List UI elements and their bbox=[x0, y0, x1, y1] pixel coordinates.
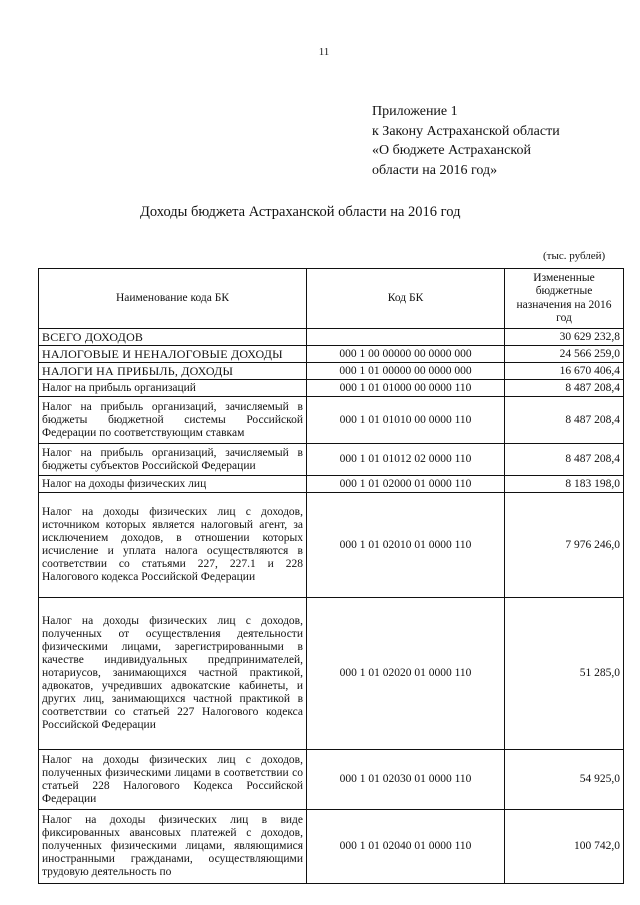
row-code: 000 1 01 02010 01 0000 110 bbox=[307, 493, 505, 598]
row-value: 8 183 198,0 bbox=[505, 476, 624, 493]
appendix-heading bbox=[372, 102, 560, 180]
header-value: Измененные бюджетные назначения на 2016 год bbox=[505, 269, 624, 329]
row-value: 8 487 208,4 bbox=[505, 444, 624, 476]
table-row bbox=[39, 444, 624, 476]
table-row bbox=[39, 476, 624, 493]
table-row bbox=[39, 329, 624, 346]
units-note: (тыс. рублей) bbox=[543, 250, 606, 262]
row-name: Налог на доходы физических лиц с доходов, полученных физическими лицами в соответствии со статьей 228 Налогового Кодекса Российской Федерации bbox=[39, 750, 307, 810]
row-name: Налог на доходы физических лиц с доходов, полученных от осуществления деятельности физическими лицами, зарегистрированными в качестве индивидуальных предпринимателей, нотариусов, занимающихся частной практикой, адвокатов, учредивших адвокатские кабинеты, и других лиц, занимающихся частной практикой в соответствии со статьей 227 Налогового кодекса Российской Федерации bbox=[39, 598, 307, 750]
row-name: Налог на доходы физических лиц bbox=[39, 476, 307, 493]
table-row bbox=[39, 363, 624, 380]
row-name: Налог на доходы физических лиц в виде фиксированных авансовых платежей с доходов, полученных физическими лицами, являющимися иностранными гражданами, осуществляющими трудовую деятельность по bbox=[39, 810, 307, 884]
row-code: 000 1 01 01000 00 0000 110 bbox=[307, 380, 505, 397]
row-value: 16 670 406,4 bbox=[505, 363, 624, 380]
appendix-line: области на 2016 год» bbox=[372, 162, 498, 178]
table-row bbox=[39, 346, 624, 363]
appendix-line: Приложение 1 bbox=[372, 104, 458, 119]
row-name: Налог на доходы физических лиц с доходов, источником которых является налоговый агент, за исключением доходов, в отношении которых исчисление и уплата налога осуществляются в соответствии со статьями 227, 227.1 и 228 Налогового кодекса Российской Федерации bbox=[39, 493, 307, 598]
table-row bbox=[39, 598, 624, 750]
row-code: 000 1 01 02030 01 0000 110 bbox=[307, 750, 505, 810]
table-row bbox=[39, 380, 624, 397]
row-code: 000 1 01 02000 01 0000 110 bbox=[307, 476, 505, 493]
row-value: 8 487 208,4 bbox=[505, 397, 624, 444]
row-value: 30 629 232,8 bbox=[505, 329, 624, 346]
row-value: 51 285,0 bbox=[505, 598, 624, 750]
appendix-line: к Закону Астраханской области bbox=[372, 123, 560, 139]
row-code: 000 1 01 02020 01 0000 110 bbox=[307, 598, 505, 750]
row-name: ВСЕГО ДОХОДОВ bbox=[39, 329, 307, 346]
row-code: 000 1 01 01012 02 0000 110 bbox=[307, 444, 505, 476]
row-value: 7 976 246,0 bbox=[505, 493, 624, 598]
row-code: 000 1 01 00000 00 0000 000 bbox=[307, 363, 505, 380]
row-name: Налог на прибыль организаций, зачисляемый в бюджеты бюджетной системы Российской Федерации по соответствующим ставкам bbox=[39, 397, 307, 444]
row-value: 24 566 259,0 bbox=[505, 346, 624, 363]
table-row bbox=[39, 493, 624, 598]
row-name: Налог на прибыль организаций, зачисляемый в бюджеты субъектов Российской Федерации bbox=[39, 444, 307, 476]
row-code: 000 1 00 00000 00 0000 000 bbox=[307, 346, 505, 363]
row-value: 8 487 208,4 bbox=[505, 380, 624, 397]
row-value: 100 742,0 bbox=[505, 810, 624, 884]
header-name: Наименование кода БК bbox=[39, 269, 307, 329]
header-code: Код БК bbox=[307, 269, 505, 329]
table-row bbox=[39, 750, 624, 810]
row-code: 000 1 01 02040 01 0000 110 bbox=[307, 810, 505, 884]
document-title: Доходы бюджета Астраханской области на 2016 год bbox=[140, 204, 461, 220]
appendix-line: «О бюджете Астраханской bbox=[372, 143, 531, 158]
row-name: Налог на прибыль организаций bbox=[39, 380, 307, 397]
row-name: НАЛОГОВЫЕ И НЕНАЛОГОВЫЕ ДОХОДЫ bbox=[39, 346, 307, 363]
row-value: 54 925,0 bbox=[505, 750, 624, 810]
revenue-table bbox=[38, 268, 624, 884]
row-name: НАЛОГИ НА ПРИБЫЛЬ, ДОХОДЫ bbox=[39, 363, 307, 380]
table-row bbox=[39, 397, 624, 444]
row-code bbox=[307, 329, 505, 346]
table-row bbox=[39, 810, 624, 884]
row-code: 000 1 01 01010 00 0000 110 bbox=[307, 397, 505, 444]
page-number: 11 bbox=[318, 46, 330, 58]
